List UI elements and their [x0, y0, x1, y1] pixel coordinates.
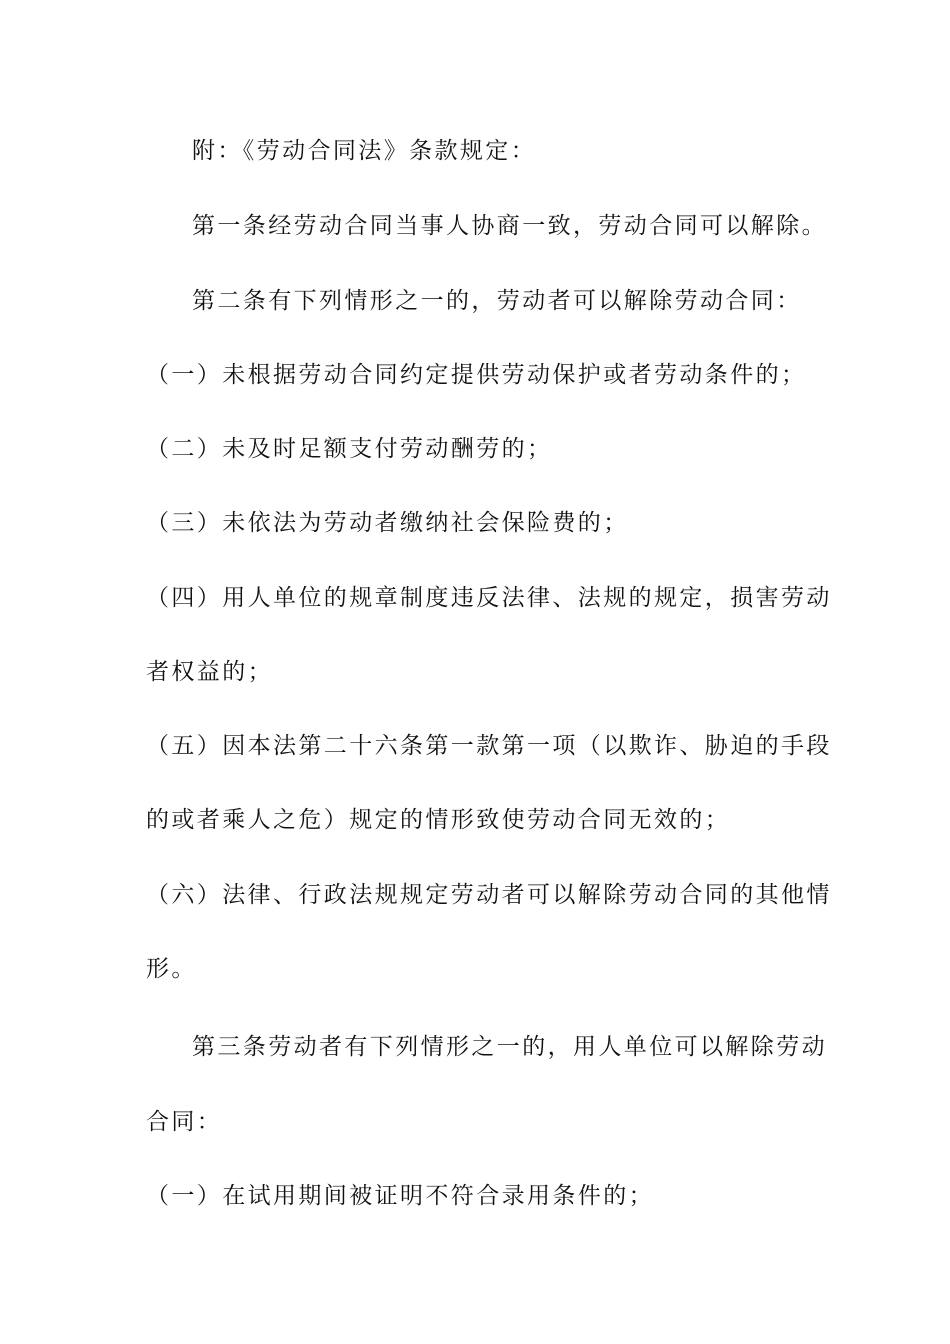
article-1: 第一条经劳动合同当事人协商一致，劳动合同可以解除。: [192, 213, 827, 239]
article-3: 第三条劳动者有下列情形之一的，用人单位可以解除劳动: [192, 1034, 827, 1060]
article-2-item-6: （六）法律、行政法规规定劳动者可以解除劳动合同的其他情: [146, 882, 832, 908]
article-3-item-1: （一）在试用期间被证明不符合录用条件的；: [146, 1183, 654, 1209]
appendix-heading: 附：《劳动合同法》条款规定：: [192, 138, 537, 164]
article-2-item-3: （三）未依法为劳动者缴纳社会保险费的；: [146, 510, 629, 536]
article-2-item-1: （一）未根据劳动合同约定提供劳动保护或者劳动条件的；: [146, 362, 807, 388]
article-2-item-5: （五）因本法第二十六条第一款第一项（以欺诈、胁迫的手段: [146, 733, 832, 759]
article-3-cont: 合同：: [146, 1109, 223, 1135]
article-2-item-5-cont: 的或者乘人之危）规定的情形致使劳动合同无效的；: [146, 807, 731, 833]
article-2-item-2: （二）未及时足额支付劳动酬劳的；: [146, 436, 553, 462]
article-2-item-4: （四）用人单位的规章制度违反法律、法规的规定，损害劳动: [146, 585, 832, 611]
article-2-item-4-cont: 者权益的；: [146, 659, 273, 685]
article-2: 第二条有下列情形之一的，劳动者可以解除劳动合同：: [192, 288, 802, 314]
article-2-item-6-cont: 形。: [146, 956, 197, 982]
